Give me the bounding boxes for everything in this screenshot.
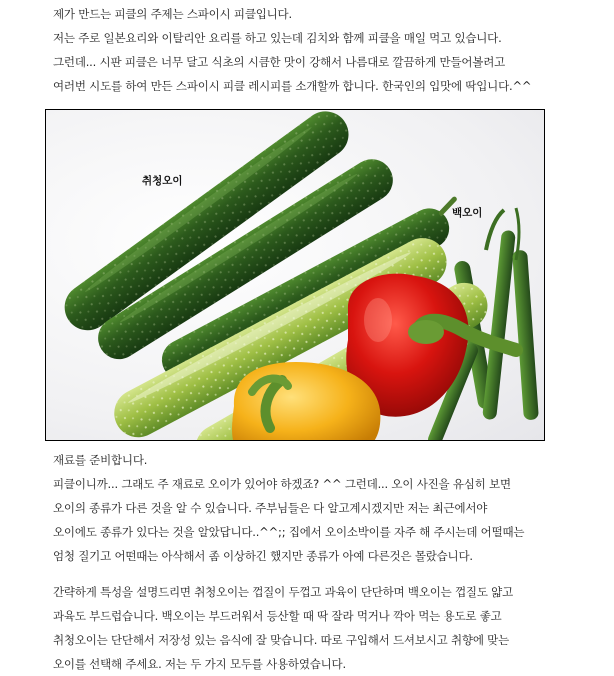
preparation-paragraph (53, 448, 524, 568)
text-line: 취청오이는 단단해서 저장성 있는 음식에 잘 맞습니다. 따로 구입해서 드셔보시고 취향에 맞는 (53, 633, 510, 647)
cucumber-photo (45, 109, 545, 441)
text-line: 저는 주로 일본요리와 이탈리안 요리를 하고 있는데 김치와 함께 피클을 매일 먹고 있습니다. (53, 31, 502, 45)
text-line: 오이에도 종류가 있다는 것을 알았답니다..^^;; 집에서 오이소박이를 자주 해 주시는데 어떨때는 (53, 525, 525, 539)
vegetables-illustration (46, 110, 544, 440)
text-line: 간략하게 특성을 설명드리면 취청오이는 껍질이 두껍고 과육이 단단하며 백오이는 껍질도 얇고 (53, 585, 514, 599)
text-line: 피클이니까... 그래도 주 재료로 오이가 있어야 하겠죠? ^^ 그런데... 오이 사진을 유심히 보면 (53, 477, 511, 491)
intro-paragraph (53, 2, 531, 98)
text-line: 과육도 부드럽습니다. 백오이는 부드러워서 등산할 때 딱 잘라 먹거나 깍아 먹는 용도로 좋고 (53, 609, 502, 623)
text-line: 엄청 질기고 어떤때는 아삭해서 좀 이상하긴 했지만 종류가 아예 다른것은 몰랐습니다. (53, 549, 473, 563)
text-line: 재료를 준비합니다. (53, 453, 148, 467)
text-line: 오이의 종류가 다른 것을 알 수 있습니다. 주부님들은 다 알고계시겠지만 저는 최근에서야 (53, 501, 488, 515)
label-chwicheong-cucumber: 취청오이 (142, 175, 183, 187)
cucumber-traits-paragraph (53, 580, 513, 676)
text-line: 그런데... 시판 피클은 너무 달고 식초의 시큼한 맛이 강해서 나름대로 깔끔하게 만들어볼려고 (53, 55, 506, 69)
text-line: 오이를 선택해 주세요. 저는 두 가지 모두를 사용하였습니다. (53, 657, 346, 671)
text-line: 여러번 시도를 하여 만든 스파이시 피클 레시피를 소개할까 합니다. 한국인의 입맛에 딱입니다.^^ (53, 79, 532, 93)
text-line: 제가 만드는 피클의 주제는 스파이시 피클입니다. (53, 7, 292, 21)
label-baek-cucumber: 백오이 (452, 207, 483, 219)
